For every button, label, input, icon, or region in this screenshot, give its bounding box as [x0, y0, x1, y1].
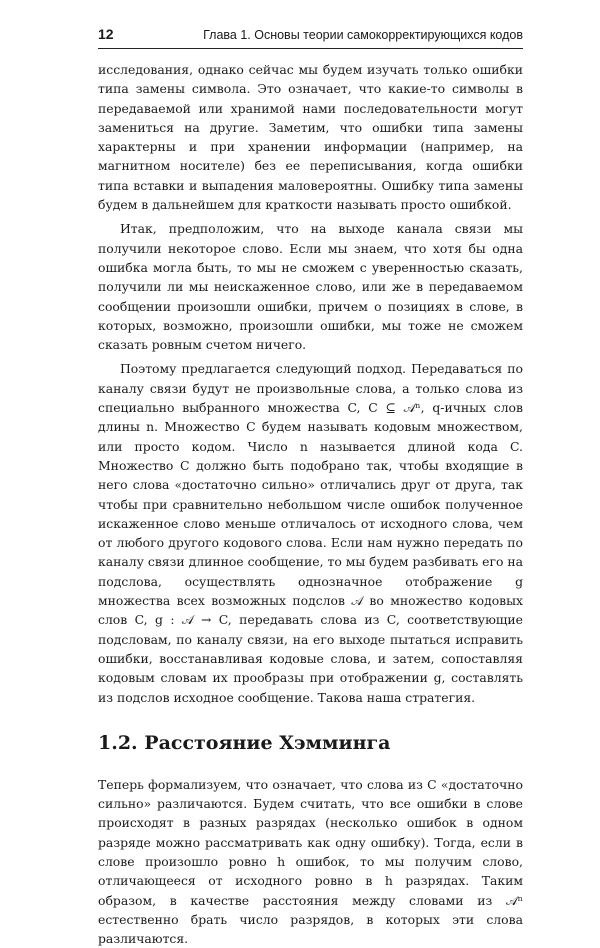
header-rule [98, 48, 523, 49]
running-header [98, 26, 523, 42]
section-heading: 1.2. Расстояние Хэмминга [98, 731, 391, 754]
paragraph: Итак, предположим, что на выходе канала связи мы получили некоторое слово. Если мы знаем, что хотя бы одна ошибка могла быть, то мы не сможем с уверенностью сказать, получили ли мы неискаженное слово, или же в передаваемом сообщении произошли ошибки, причем о позициях в слове, в которых, возможно, произошли ошибки, мы тоже не сможем сказать ровным счетом ничего. [98, 221, 523, 353]
paragraph: Поэтому предлагается следующий подход. Передаваться по каналу связи будут не произвольные слова, а только слова из специально выбранного множества C, C ⊆ 𝒜ⁿ, q-ичных слов длины n. Множество C будем называть кодовым множеством, или просто кодом. Число n называется длиной кода C. Множество C должно быть подобрано так, чтобы входящие в него слова «достаточно сильно» отличались друг от друга, так чтобы при сравнительно небольшом числе ошибок полученное искаженное слово меньше отличалось от исходного слова, чем от любого другого кодового слова. Если нам нужно передать по каналу связи длинное сообщение, то мы будем разбивать его на подслова, осуществлять однозначное отображение g множества всех возможных подслов 𝒜 во множество кодовых слов C, g : 𝒜 → C, передавать слова из C, соответствующие подсловам, по каналу связи, на его выходе пытаться исправить ошибки, восстанавливая кодовые слова, и затем, сопоставляя кодовым словам их прообразы при отображении g, составлять из подслов исходное сообщение. Такова наша стратегия. [98, 361, 524, 705]
page-body [98, 60, 523, 948]
page-number: 12 [98, 26, 114, 42]
running-title: Глава 1. Основы теории самокорректирующихся кодов [203, 28, 523, 42]
paragraph-continued: исследования, однако сейчас мы будем изучать только ошибки типа замены символа. Это означает, что какие-то символы в передаваемой или хранимой нами последовательности могут замениться на другие. Заметим, что ошибки типа замены характерны и при хранении информации (например, на магнитном носителе) без ее переписывания, когда ошибки типа вставки и выпадения маловероятны. Ошибку типа замены будем в дальнейшем для краткости называть просто ошибкой. [98, 62, 523, 213]
section-paragraph: Теперь формализуем, что означает, что слова из C «достаточно сильно» различаются. Будем считать, что все ошибки в слове происходят в разных разрядах (несколько ошибок в одном разряде можно рассматривать как одну ошибку). Тогда, если в слове произошло ровно h ошибок, то мы получим слово, отличающееся от исходного ровно в h разрядах. Таким образом, в качестве расстояния между словами из 𝒜ⁿ естественно брать число разрядов, в которых эти слова различаются. [98, 776, 523, 947]
